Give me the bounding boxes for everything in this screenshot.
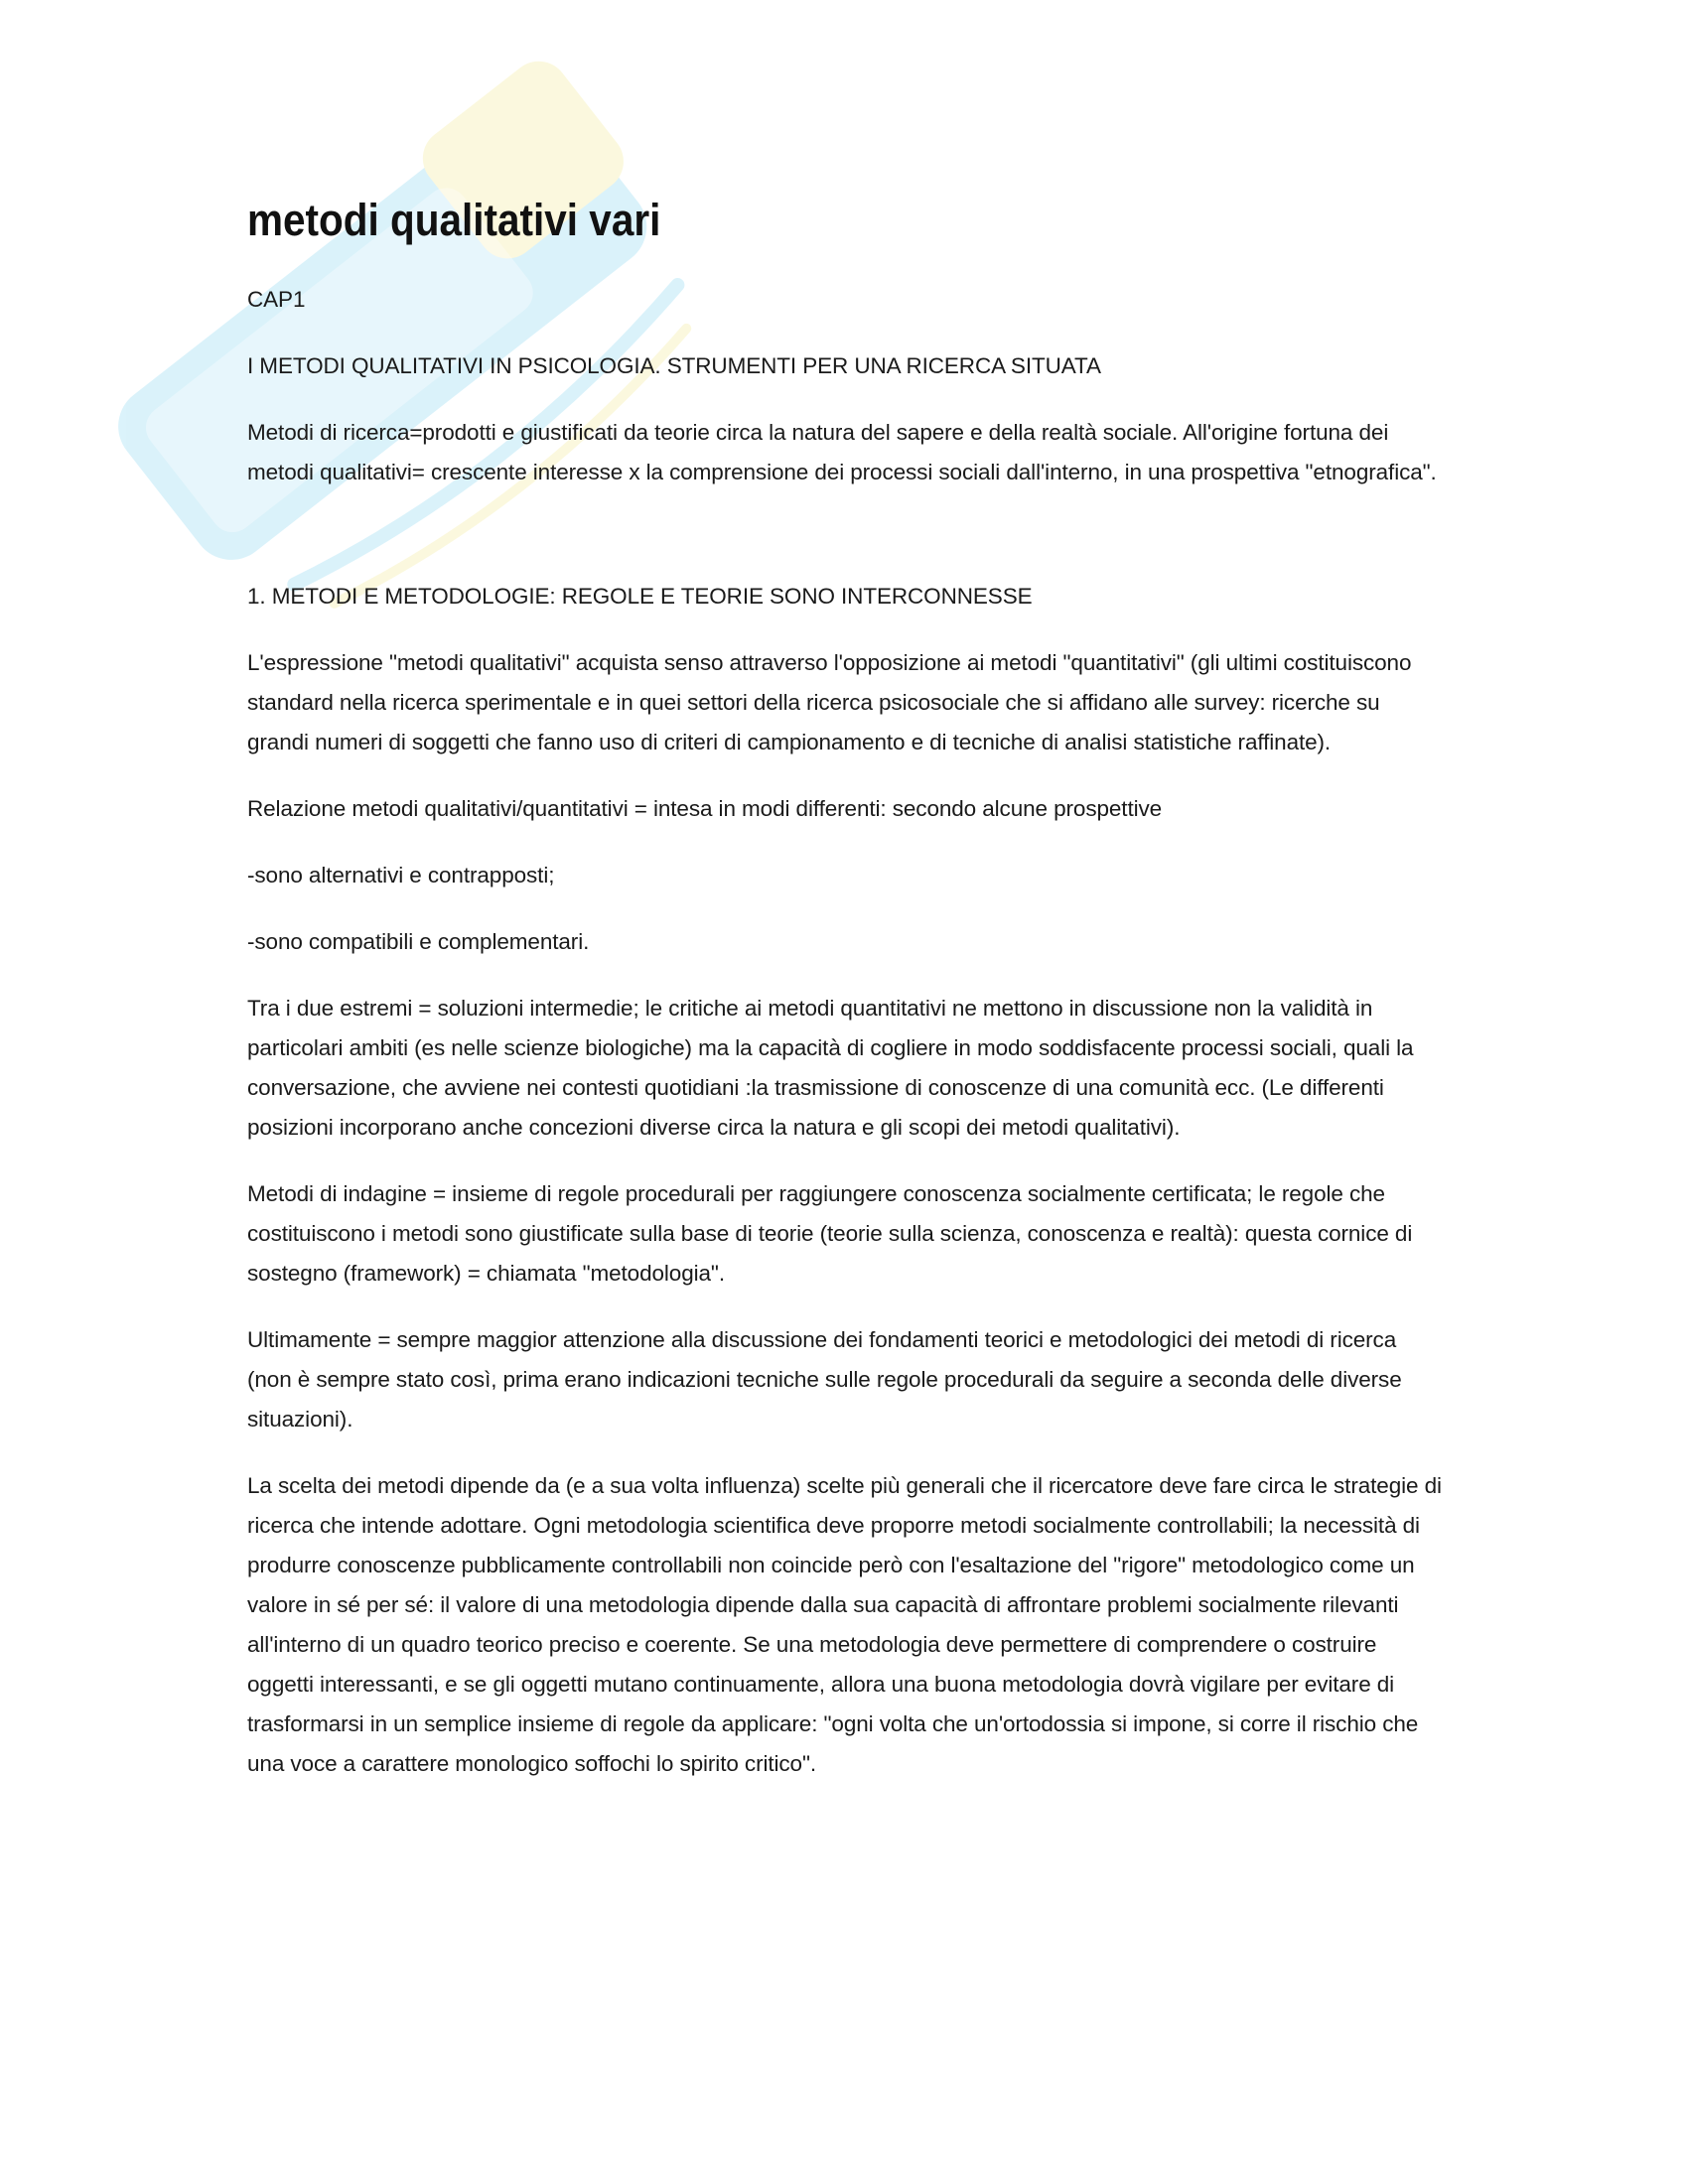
list-item: -sono alternativi e contrapposti; (247, 862, 555, 887)
section-spacer (247, 519, 1444, 577)
document-page (247, 195, 1444, 1811)
chapter-heading: I METODI QUALITATIVI IN PSICOLOGIA. STRUMENTI PER UNA RICERCA SITUATA (247, 352, 1101, 378)
chapter-label: CAP1 (247, 286, 306, 312)
body-paragraph: L'espressione "metodi qualitativi" acquista senso attraverso l'opposizione ai metodi "quantitativi" (gli ultimi costituiscono standard nella ricerca sperimentale e in quei settori della ricerca psicosociale che si affidano alle survey: ricerche su grandi numeri di soggetti che fanno uso di criteri di campionamento e di tecniche di analisi statistiche raffinate). (247, 649, 1412, 754)
body-paragraph: Relazione metodi qualitativi/quantitativi = intesa in modi differenti: secondo alcune prospettive (247, 795, 1163, 821)
intro-paragraph: Metodi di ricerca=prodotti e giustificati da teorie circa la natura del sapere e della realtà sociale. All'origine fortuna dei metodi qualitativi= crescente interesse x la comprensione dei processi sociali dall'interno, in una prospettiva "etnografica". (247, 419, 1437, 484)
body-paragraph: Ultimamente = sempre maggior attenzione alla discussione dei fondamenti teorici e metodologici dei metodi di ricerca (non è sempre stato così, prima erano indicazioni tecniche sulle regole procedurali da seguire a seconda delle diverse situazioni). (247, 1326, 1402, 1432)
body-paragraph: Metodi di indagine = insieme di regole procedurali per raggiungere conoscenza socialmente certificata; le regole che costituiscono i metodi sono giustificate sulla base di teorie (teorie sulla scienza, conoscenza e realtà): questa cornice di sostegno (framework) = chiamata "metodologia". (247, 1180, 1413, 1286)
section-heading: 1. METODI E METODOLOGIE: REGOLE E TEORIE SONO INTERCONNESSE (247, 583, 1033, 609)
document-title: metodi qualitativi vari (247, 195, 661, 245)
body-paragraph: La scelta dei metodi dipende da (e a sua volta influenza) scelte più generali che il ricercatore deve fare circa le strategie di ricerca che intende adottare. Ogni metodologia scientifica deve proporre metodi socialmente controllabili; la necessità di produrre conoscenze pubblicamente controllabili non coincide però con l'esaltazione del "rigore" metodologico come un valore in sé per sé: il valore di una metodologia dipende dalla sua capacità di affrontare problemi socialmente rilevanti all'interno di un quadro teorico preciso e coerente. Se una metodologia deve permettere di comprendere o costruire oggetti interessanti, e se gli oggetti mutano continuamente, allora una buona metodologia dovrà vigilare per evitare di trasformarsi in un semplice insieme di regole da applicare: "ogni volta che un'ortodossia si impone, si corre il rischio che una voce a carattere monologico soffochi lo spirito critico". (247, 1472, 1442, 1776)
list-item: -sono compatibili e complementari. (247, 928, 590, 954)
body-paragraph: Tra i due estremi = soluzioni intermedie; le critiche ai metodi quantitativi ne mettono in discussione non la validità in particolari ambiti (es nelle scienze biologiche) ma la capacità di cogliere in modo soddisfacente processi sociali, quali la conversazione, che avviene nei contesti quotidiani :la trasmissione di conoscenze di una comunità ecc. (Le differenti posizioni incorporano anche concezioni diverse circa la natura e gli scopi dei metodi qualitativi). (247, 995, 1414, 1140)
